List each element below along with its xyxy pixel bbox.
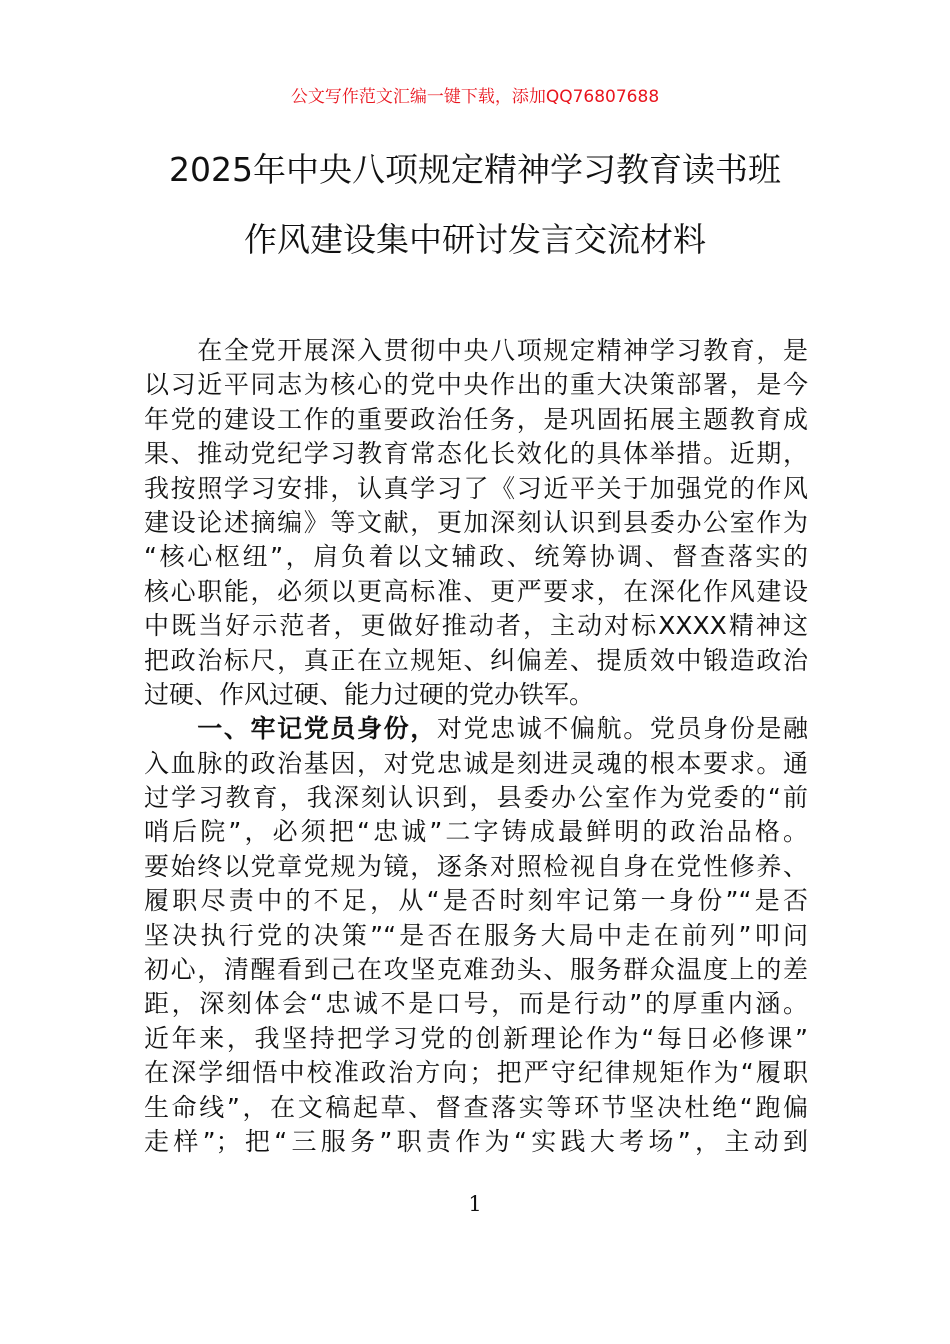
section-1-first-line (144, 712, 808, 746)
body-line: 中既当好示范者，更做好推动者，主动对标XXXX精神这 (144, 611, 808, 641)
body-line: 过学习教育，我深刻认识到，县委办公室作为党委的“前 (144, 783, 808, 813)
body-line: 在全党开展深入贯彻中央八项规定精神学习教育，是 (144, 336, 808, 365)
body-line: 年党的建设工作的重要政治任务，是巩固拓展主题教育成 (144, 404, 808, 434)
document-title-line-1: 2025年中央八项规定精神学习教育读书班 (169, 150, 781, 189)
section-1-heading-rest: 对党忠诚不偏航。党员身份是融 (436, 714, 808, 744)
document-title-line-2: 作风建设集中研讨发言交流材料 (244, 220, 706, 259)
body-line: 果、推动党纪学习教育常态化长效化的具体举措。近期， (144, 439, 808, 469)
body-line: 近年来，我坚持把学习党的创新理论作为“每日必修课” (144, 1023, 808, 1053)
body-line: 核心职能，必须以更高标准、更严要求，在深化作风建设 (144, 576, 808, 606)
body-line: 把政治标尺，真正在立规矩、纠偏差、提质效中锻造政治 (144, 645, 808, 675)
body-line: 哨后院”，必须把“忠诚”二字铸成最鲜明的政治品格。 (144, 817, 808, 847)
section-1-heading: 一、牢记党员身份， (144, 714, 437, 744)
body-line: 在深学细悟中校准政治方向；把严守纪律规矩作为“履职 (144, 1058, 808, 1088)
body-line: 初心，清醒看到己在攻坚克难劲头、服务群众温度上的差 (144, 955, 808, 985)
body-line: 履职尽责中的不足，从“是否时刻牢记第一身份”“是否 (144, 886, 808, 916)
download-notice: 公文写作范文汇编一键下载，添加QQ76807688 (290, 87, 660, 107)
body-line: 走样”；把“三服务”职责作为“实践大考场”，主动到 (144, 1126, 808, 1156)
body-line: 我按照学习安排，认真学习了《习近平关于加强党的作风 (144, 473, 808, 503)
document-body (144, 334, 808, 1159)
body-line: 建设论述摘编》等文献，更加深刻认识到县委办公室作为 (144, 507, 808, 537)
body-line: 生命线”，在文稿起草、督查落实等环节坚决杜绝“跑偏 (144, 1092, 808, 1122)
body-line: “核心枢纽”，肩负着以文辅政、统筹协调、督查落实的 (144, 542, 808, 572)
page-number: 1 (468, 1192, 482, 1216)
body-line: 坚决执行党的决策”“是否在服务大局中走在前列”叩问 (144, 920, 808, 950)
body-line: 入血脉的政治基因，对党忠诚是刻进灵魂的根本要求。通 (144, 748, 808, 778)
body-line: 以习近平同志为核心的党中央作出的重大决策部署，是今 (144, 370, 808, 400)
body-line: 过硬、作风过硬、能力过硬的党办铁军。 (144, 679, 595, 709)
body-line: 要始终以党章党规为镜，逐条对照检视自身在党性修养、 (144, 851, 808, 881)
body-line: 距，深刻体会“忠诚不是口号，而是行动”的厚重内涵。 (144, 989, 808, 1019)
